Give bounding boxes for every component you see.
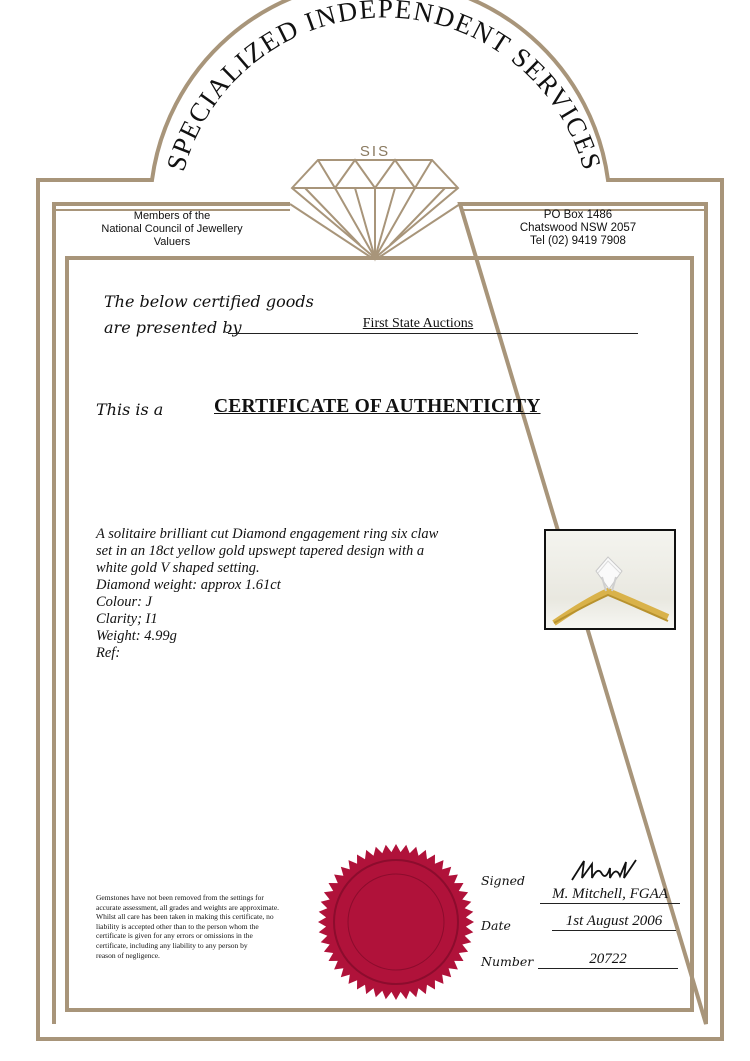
address-line: Tel (02) 9419 7908 [530, 235, 626, 247]
presented-by-text: are presented by [104, 318, 242, 337]
ring-photo [544, 529, 676, 630]
address-block [508, 209, 648, 248]
seal-edge [318, 844, 474, 1000]
disclaimer-line: Gemstones have not been removed from the settings for [96, 893, 264, 902]
item-description [96, 526, 516, 662]
certificate-number: 20722 [538, 951, 678, 969]
address-line: Chatswood NSW 2057 [519, 222, 637, 234]
date-label: Date [481, 918, 511, 933]
date-value: 1st August 2006 [552, 913, 676, 931]
ring-image-icon [546, 531, 674, 628]
description-line: white gold V shaped setting. [96, 560, 260, 576]
red-seal-icon [316, 842, 476, 1002]
disclaimer-line: liability is accepted other than to the person whom the [96, 921, 259, 931]
disclaimer-line: certificate, including any liability to any person by [96, 940, 248, 950]
disclaimer-line: certificate is given for any errors or omissions in the [96, 931, 253, 941]
signature-icon [570, 858, 640, 884]
description-line: A solitaire brilliant cut Diamond engagement ring six claw [96, 526, 439, 542]
presenter-name: First State Auctions [362, 316, 474, 331]
logo-initials: SIS [359, 143, 391, 160]
certified-goods-text: The below certified goods [104, 292, 314, 311]
disclaimer-line: accurate assessment, all grades and weights are approximate. [96, 902, 280, 912]
number-label: Number [481, 954, 534, 969]
membership-line: Members of the [133, 210, 211, 222]
presenter-field [228, 316, 638, 334]
certificate-title: CERTIFICATE OF AUTHENTICITY [214, 396, 541, 417]
signed-label: Signed [481, 873, 526, 888]
clarity-grade: Clarity; I1 [96, 611, 158, 627]
disclaimer [96, 893, 321, 960]
item-ref: Ref: [96, 645, 121, 661]
disclaimer-line: reason of negligence. [96, 950, 160, 960]
membership-line: National Council of Jewellery [101, 223, 243, 235]
signer-name: M. Mitchell, FGAA [540, 886, 680, 904]
membership-block [92, 210, 252, 249]
this-is-text: This is a [96, 400, 164, 419]
description-line: set in an 18ct yellow gold upswept tapered design with a [96, 543, 425, 559]
membership-line: Valuers [153, 236, 191, 248]
diamond-weight: Diamond weight: approx 1.61ct [96, 577, 281, 593]
colour-grade: Colour: J [96, 594, 152, 610]
item-weight: Weight: 4.99g [96, 628, 177, 644]
company-name: SPECIALIZED INDEPENDENT SERVICES [160, 0, 608, 175]
address-line: PO Box 1486 [543, 209, 613, 221]
diamond-logo-icon [292, 160, 458, 258]
disclaimer-line: Whilst all care has been taken in making this certificate, no [96, 912, 274, 922]
